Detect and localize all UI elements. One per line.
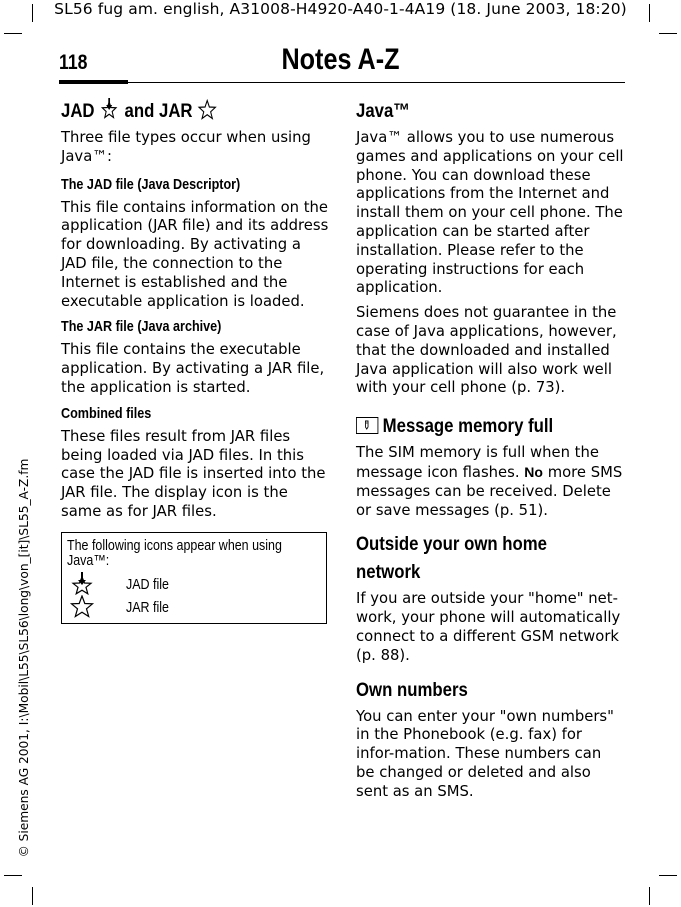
- java-text-2: Siemens does not guarantee in the case of Java applications, however, that the downloaded and installed Java application will also work well with your cell phone (p. 73).: [356, 304, 617, 397]
- combined-files-text: These files result from JAR files being loaded via JAD files. In this case the JAD file is inserted into the JAR file. The display icon is the same as for JAR files.: [61, 427, 326, 520]
- crop-mark: [649, 887, 650, 905]
- side-copyright-text: © Siemens AG 2001, I:\Mobil\L55\SL56\long\von_[it]\SL55_A-Z.fm: [17, 458, 31, 857]
- message-memory-text: The SIM memory is full when the message icon flashes. No more SMS messages can be received. Delete or save messages (p. 51).: [356, 444, 623, 519]
- own-numbers-text: You can enter your "own numbers" in the Phonebook (e.g. fax) for infor-mation. These numbers can be changed or deleted and also sent as an SMS.: [356, 707, 614, 800]
- message-icon: [356, 417, 378, 434]
- left-column: [61, 97, 329, 522]
- jad-star-icon: [67, 572, 97, 596]
- intro-text: Three file types occur when using Java™:: [61, 129, 311, 165]
- java-icons-box: [61, 532, 327, 624]
- jar-star-icon: [67, 595, 97, 619]
- jad-star-icon: [99, 98, 120, 122]
- no-keyword: No: [524, 463, 543, 480]
- icon-row-jar: [67, 596, 317, 620]
- outside-network-heading: Outside your own home network: [356, 533, 548, 584]
- print-header: SL56 fug am. english, A31008-H4920-A40-1-4A19 (18. June 2003, 18:20): [54, 0, 627, 18]
- java-heading: Java™: [356, 100, 411, 122]
- jar-file-label: JAR file: [126, 600, 169, 616]
- crop-mark: [4, 33, 22, 34]
- jad-jar-heading: JAD and JAR: [61, 97, 329, 125]
- message-memory-heading: Message memory full: [356, 412, 624, 440]
- outside-network-text: If you are outside your "home" net-work, your phone will automatically connect to a different GSM network (p. 88).: [356, 590, 621, 664]
- crop-mark: [659, 33, 677, 34]
- jad-file-label: JAD file: [126, 577, 169, 593]
- own-numbers-heading: Own numbers: [356, 678, 468, 701]
- jad-file-heading: The JAD file (Java Descriptor): [61, 175, 241, 193]
- page-number-rule: [59, 80, 128, 84]
- jar-star-icon: [197, 98, 218, 122]
- jad-file-text: This file contains information on the application (JAR file) and its address for downloading. By activating a JAD file, the connection to the Internet is established and the executable application is loaded.: [61, 198, 329, 310]
- combined-files-heading: Combined files: [61, 404, 152, 422]
- java-text-1: Java™ allows you to use numerous games and applications on your cell phone. You can download these applications from the Internet and install them on your cell phone. The application can be started after installation. Please refer to the operating instructions for each application.: [356, 129, 624, 297]
- jar-file-heading: The JAR file (Java archive): [61, 318, 222, 336]
- crop-mark: [659, 875, 677, 876]
- page-title: Notes A-Z: [281, 43, 400, 76]
- title-rule: [59, 82, 625, 83]
- crop-mark: [32, 887, 33, 905]
- jar-file-text: This file contains the executable application. By activating a JAR file, the application is started.: [61, 341, 325, 396]
- box-intro: The following icons appear when using Java™:: [67, 538, 282, 569]
- side-copyright: [14, 430, 34, 885]
- right-column: [356, 97, 624, 802]
- page-number: 118: [59, 51, 88, 74]
- icon-row-jad: [67, 573, 317, 597]
